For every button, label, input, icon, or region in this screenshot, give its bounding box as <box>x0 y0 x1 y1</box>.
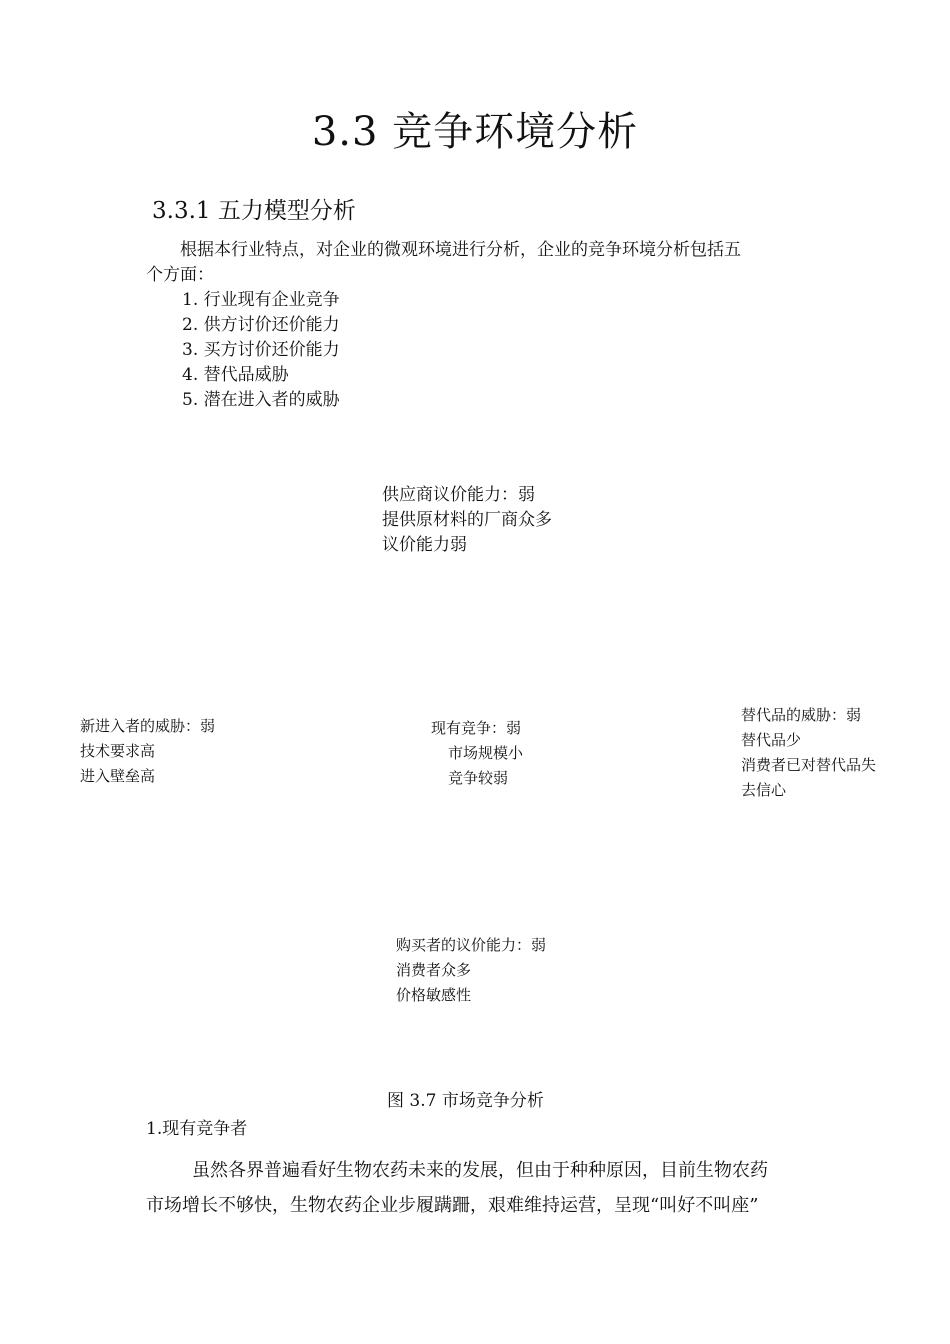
list-item: 2. 供方讨价还价能力 <box>182 315 340 335</box>
section-heading: 1.现有竞争者 <box>146 1119 248 1139</box>
supplier-power-box <box>382 483 552 558</box>
body-paragraph-line: 虽然各界普遍看好生物农药未来的发展，但由于种种原因，目前生物农药 <box>192 1160 768 1181</box>
buyer-detail: 消费者众多 <box>396 961 472 979</box>
rivalry-box <box>431 716 523 791</box>
rivalry-detail: 市场规模小 <box>448 744 524 762</box>
intro-line-1: 根据本行业特点，对企业的微观环境进行分析，企业的竞争环境分析包括五 <box>180 240 741 260</box>
intro-line-2: 个方面： <box>146 265 214 285</box>
supplier-detail: 提供原材料的厂商众多 <box>382 510 552 530</box>
rivalry-title: 现有竞争：弱 <box>431 719 522 737</box>
substitutes-title: 替代品的威胁：弱 <box>741 706 862 724</box>
list-item: 4. 替代品威胁 <box>182 365 289 385</box>
new-entrants-title: 新进入者的威胁：弱 <box>80 717 216 735</box>
supplier-detail: 议价能力弱 <box>382 535 467 555</box>
buyer-title: 购买者的议价能力：弱 <box>396 936 547 954</box>
new-entrants-detail: 进入壁垒高 <box>80 767 156 785</box>
substitutes-box <box>741 703 876 803</box>
substitutes-detail: 消费者已对替代品失 <box>741 756 877 774</box>
list-item: 5. 潜在进入者的威胁 <box>182 390 340 410</box>
section-subtitle: 3.3.1 五力模型分析 <box>152 198 356 224</box>
body-paragraph-line: 市场增长不够快，生物农药企业步履蹒跚，艰难维持运营，呈现“叫好不叫座” <box>146 1195 759 1216</box>
supplier-title: 供应商议价能力：弱 <box>382 485 535 505</box>
page-title: 3.3 竞争环境分析 <box>311 109 639 155</box>
new-entrants-box <box>80 714 215 789</box>
rivalry-detail: 竞争较弱 <box>448 769 509 787</box>
buyer-detail: 价格敏感性 <box>396 986 472 1004</box>
substitutes-detail: 替代品少 <box>741 731 802 749</box>
buyer-power-box <box>396 933 546 1008</box>
list-item: 1. 行业现有企业竞争 <box>182 290 340 310</box>
new-entrants-detail: 技术要求高 <box>80 742 156 760</box>
substitutes-detail: 去信心 <box>741 781 787 799</box>
list-item: 3. 买方讨价还价能力 <box>182 340 340 360</box>
figure-caption: 图 3.7 市场竞争分析 <box>387 1091 544 1111</box>
